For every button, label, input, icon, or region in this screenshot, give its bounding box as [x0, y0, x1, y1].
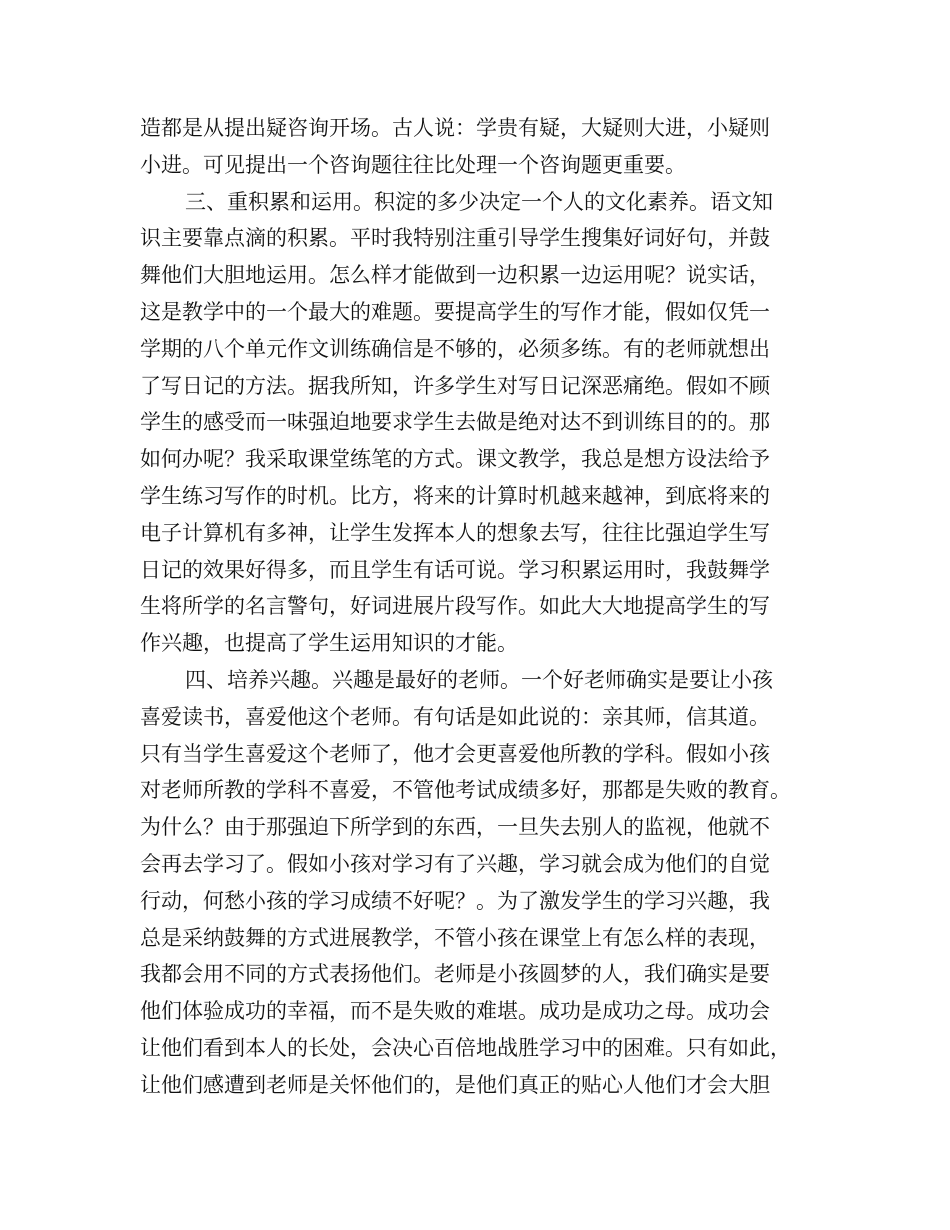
text-line-4: 识主要靠点滴的积累。平时我特别注重引导学生搜集好词好句，并鼓	[140, 226, 770, 251]
text-line-20: 为什么？由于那强迫下所学到的东西，一旦失去别人的监视，他就不	[140, 815, 770, 840]
text-line-1: 造都是从提出疑咨询开场。古人说：学贵有疑，大疑则大进，小疑则	[140, 116, 770, 140]
text-line-13: 日记的效果好得多，而且学生有话可说。学习积累运用时，我鼓舞学	[140, 557, 770, 582]
text-line-14: 生将所学的名言警句，好词进展片段写作。如此大大地提高学生的写	[140, 594, 770, 619]
text-line-7: 学期的八个单元作文训练确信是不够的，必须多练。有的老师就想出	[140, 336, 770, 361]
text-line-18: 只有当学生喜爱这个老师了，他才会更喜爱他所教的学科。假如小孩	[140, 741, 770, 766]
text-line-26: 让他们看到本人的长处，会决心百倍地战胜学习中的困难。只有如此，	[140, 1035, 791, 1060]
text-line-6: 这是教学中的一个最大的难题。要提高学生的写作才能，假如仅凭一	[140, 299, 770, 324]
text-line-11: 学生练习写作的时机。比方，将来的计算时机越来越神，到底将来的	[140, 483, 770, 508]
text-line-15: 作兴趣，也提高了学生运用知识的才能。	[140, 631, 518, 656]
text-line-9: 学生的感受而一味强迫地要求学生去做是绝对达不到训练目的的。那	[140, 410, 770, 435]
text-line-12: 电子计算机有多神，让学生发挥本人的想象去写，往往比强迫学生写	[140, 520, 770, 545]
text-line-16: 四、培养兴趣。兴趣是最好的老师。一个好老师确实是要让小孩	[185, 667, 773, 692]
text-line-5: 舞他们大胆地运用。怎么样才能做到一边积累一边运用呢？说实话，	[140, 263, 770, 288]
text-line-2: 小进。可见提出一个咨询题往往比处理一个咨询题更重要。	[140, 152, 686, 177]
text-line-8: 了写日记的方法。据我所知，许多学生对写日记深恶痛绝。假如不顾	[140, 373, 770, 398]
text-line-25: 他们体验成功的幸福，而不是失败的难堪。成功是成功之母。成功会	[140, 999, 770, 1024]
text-line-21: 会再去学习了。假如小孩对学习有了兴趣，学习就会成为他们的自觉	[140, 851, 770, 876]
text-line-10: 如何办呢？我采取课堂练笔的方式。课文教学，我总是想方设法给予	[140, 447, 770, 472]
text-line-19: 对老师所教的学科不喜爱，不管他考试成绩多好，那都是失败的教育。	[140, 778, 791, 803]
text-line-17: 喜爱读书，喜爱他这个老师。有句话是如此说的：亲其师，信其道。	[140, 704, 770, 729]
text-line-24: 我都会用不同的方式表扬他们。老师是小孩圆梦的人，我们确实是要	[140, 962, 770, 987]
document-body	[140, 110, 830, 1104]
text-line-27: 让他们感遭到老师是关怀他们的，是他们真正的贴心人他们才会大胆	[140, 1072, 770, 1097]
text-line-22: 行动，何愁小孩的学习成绩不好呢？。为了激发学生的学习兴趣，我	[140, 888, 770, 913]
text-line-23: 总是采纳鼓舞的方式进展教学，不管小孩在课堂上有怎么样的表现，	[140, 925, 770, 950]
text-line-3: 三、重积累和运用。积淀的多少决定一个人的文化素养。语文知	[185, 189, 773, 214]
